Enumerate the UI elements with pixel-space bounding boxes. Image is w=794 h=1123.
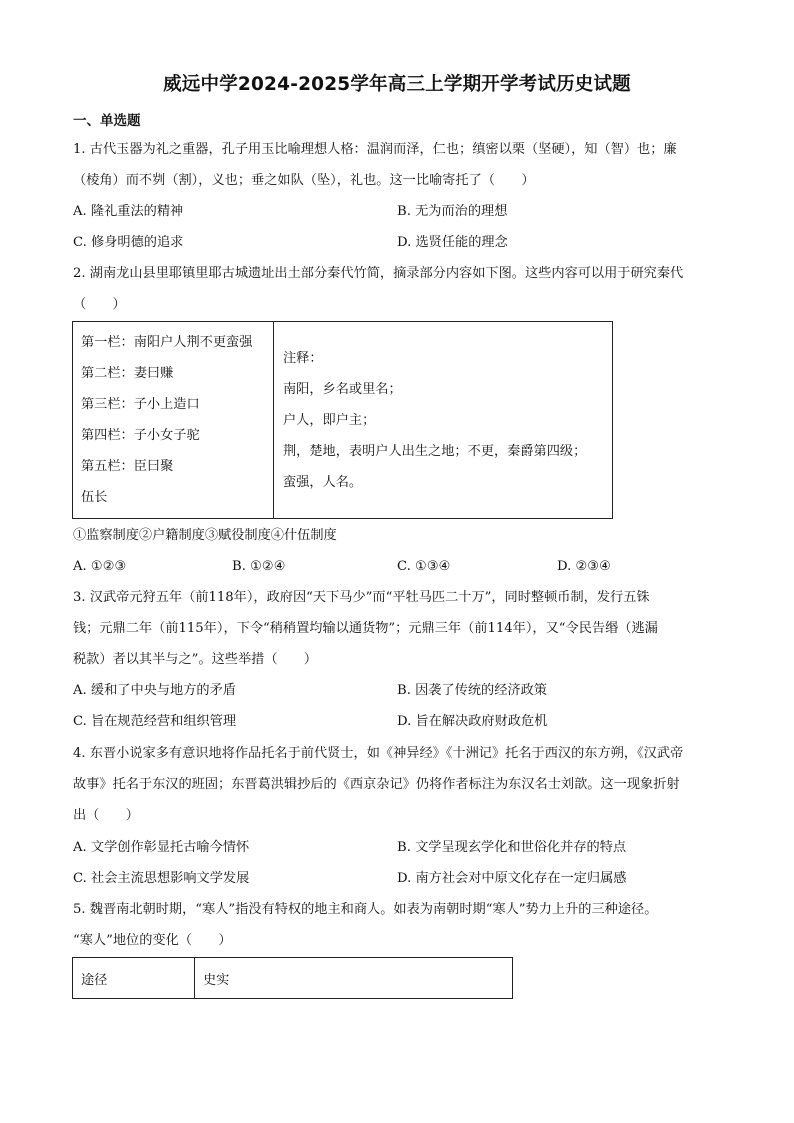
- q2-table-slip-cell: [73, 322, 274, 519]
- q2-slip-row: 第一栏：南阳户人荆不更蛮强: [81, 335, 253, 350]
- q2-note-row: 南阳，乡名或里名；: [283, 382, 402, 397]
- q2-option-d: D. ②③④: [557, 559, 611, 574]
- q5-header-facts: 史实: [195, 958, 513, 999]
- q2-slip-row: 第二栏：妻曰赚: [81, 366, 174, 381]
- q2-option-c: C. ①③④: [397, 559, 451, 574]
- q1-option-d: D. 选贤任能的理念: [397, 235, 508, 250]
- page-title: 威远中学2024-2025学年高三上学期开学考试历史试题: [163, 74, 631, 95]
- q1-option-c: C. 修身明德的追求: [73, 235, 184, 250]
- q2-note-row: 荆，楚地，表明户人出生之地；不更，秦爵第四级；: [283, 444, 587, 459]
- q4-option-a: A. 文学创作彰显托古喻今情怀: [73, 840, 250, 855]
- q2-bamboo-slip-table: [72, 321, 613, 519]
- q4-stem-line1: 4. 东晋小说家多有意识地将作品托名于前代贤士，如《神异经》《十洲记》托名于西汉的东方朔，《汉武帝: [73, 746, 684, 761]
- q5-header-route: 途径: [73, 958, 195, 999]
- q3-stem-line1: 3. 汉武帝元狩五年（前118年），政府因“天下马少”而“平牡马匹二十万”，同时整顿币制，发行五铢: [73, 590, 650, 605]
- q3-option-b: B. 因袭了传统的经济政策: [397, 683, 547, 698]
- q1-option-a: A. 隆礼重法的精神: [73, 204, 184, 219]
- q2-option-a: A. ①②③: [73, 559, 127, 574]
- q1-option-b: B. 无为而治的理想: [397, 204, 508, 219]
- q4-stem-line3: 出（ ）: [73, 808, 139, 823]
- q4-option-b: B. 文学呈现玄学化和世俗化并存的特点: [397, 840, 627, 855]
- q2-slip-row: 第四栏：子小女子驼: [81, 428, 200, 443]
- q2-stem-line1: 2. 湖南龙山县里耶镇里耶古城遗址出土部分秦代竹简，摘录部分内容如下图。这些内容可以用于研究秦代: [73, 266, 684, 281]
- q4-option-c: C. 社会主流思想影响文学发展: [73, 871, 250, 886]
- q3-stem-line2: 钱；元鼎二年（前115年），下令“稍稍置均输以通货物”；元鼎三年（前114年），又“令民告缗（逃漏: [73, 621, 658, 636]
- q2-note-row: 户人，即户主；: [283, 413, 376, 428]
- q5-table: [72, 957, 513, 999]
- q3-option-a: A. 缓和了中央与地方的矛盾: [73, 683, 236, 698]
- q1-stem-line1: 1. 古代玉器为礼之重器，孔子用玉比喻理想人格：温润而泽，仁也；缜密以栗（坚硬），知（智）也；廉: [73, 142, 677, 157]
- q2-stem-line2: （ ）: [73, 297, 126, 312]
- q2-slip-row: 第五栏：臣曰聚: [81, 459, 174, 474]
- q2-slip-row: 伍长: [81, 490, 108, 505]
- q3-option-d: D. 旨在解决政府财政危机: [397, 714, 548, 729]
- q5-stem-line2: “寒人”地位的变化（ ）: [73, 933, 232, 948]
- q2-note-row: 蛮强，人名。: [283, 475, 363, 490]
- q2-table-notes-cell: [274, 322, 613, 519]
- q3-option-c: C. 旨在规范经营和组织管理: [73, 714, 237, 729]
- q5-stem-line1: 5. 魏晋南北朝时期，“寒人”指没有特权的地主和商人。如表为南朝时期“寒人”势力上升的三种途径。: [73, 902, 658, 917]
- q1-stem-line2: （棱角）而不刿（割），义也；垂之如队（坠），礼也。这一比喻寄托了（ ）: [73, 173, 535, 188]
- q4-option-d: D. 南方社会对中原文化存在一定归属感: [397, 871, 627, 886]
- q4-stem-line2: 故事》托名于东汉的班固；东晋葛洪辑抄后的《西京杂记》仍将作者标注为东汉名士刘歆。这一现象折射: [73, 777, 680, 792]
- q2-slip-row: 第三栏：子小上造口: [81, 397, 200, 412]
- q2-note-row: 注释：: [283, 351, 323, 366]
- q2-statements: ①监察制度②户籍制度③赋役制度④什伍制度: [73, 528, 337, 543]
- section-heading: 一、单选题: [73, 113, 141, 129]
- q3-stem-line3: 税款）者以其半与之”。这些举措（ ）: [73, 652, 318, 667]
- q2-option-b: B. ①②④: [232, 559, 286, 574]
